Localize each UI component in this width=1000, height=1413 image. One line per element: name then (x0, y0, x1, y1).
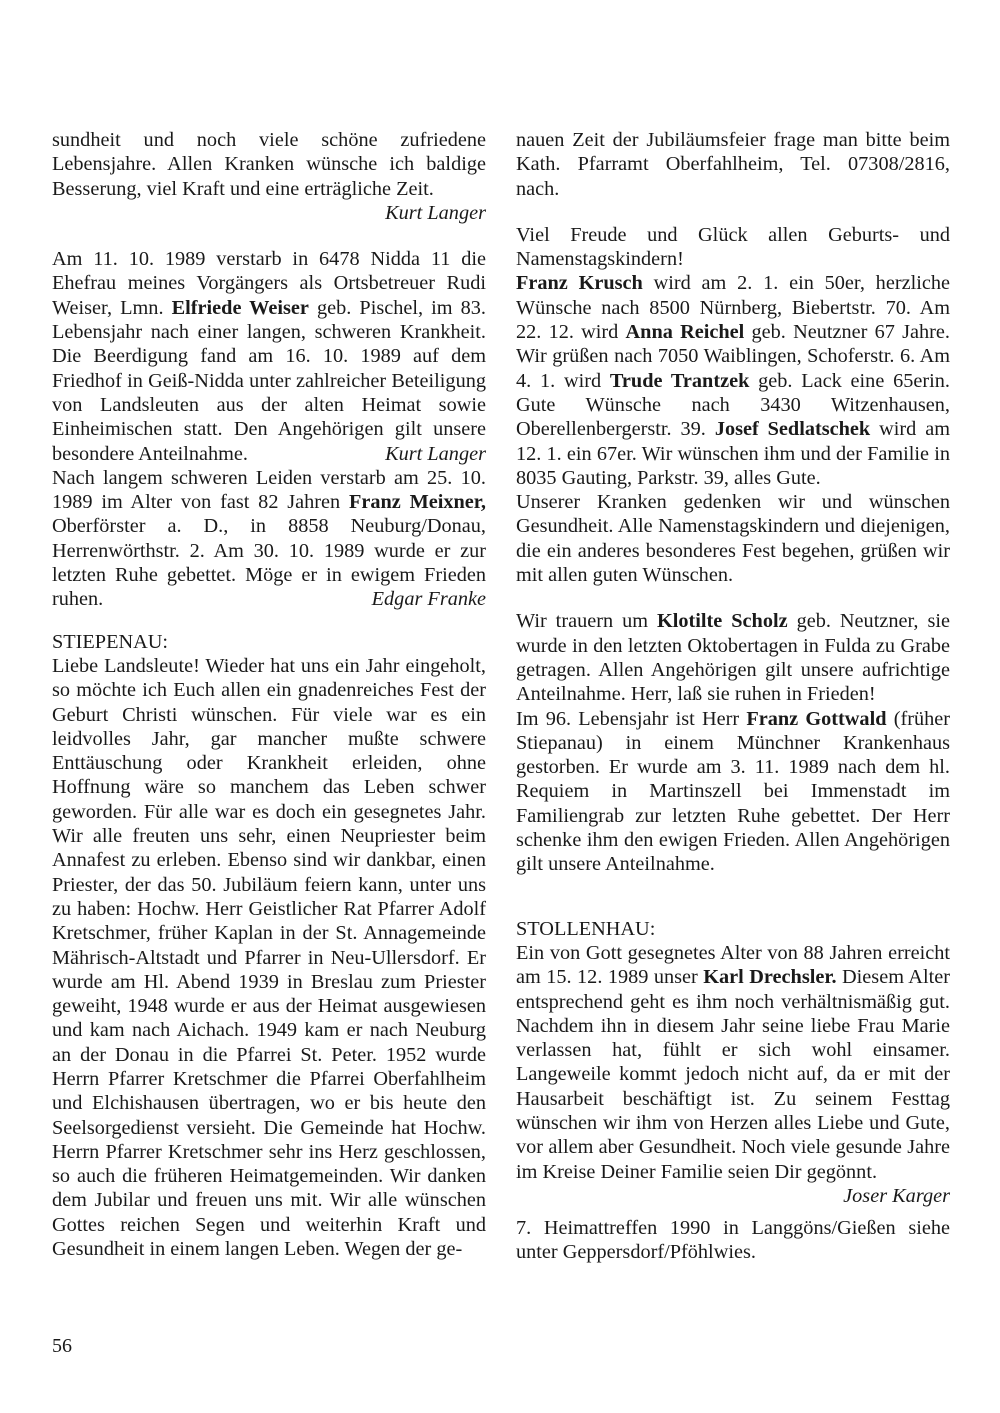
signature: Joser Karger (843, 1184, 950, 1207)
person-name: Klotilte Scholz (656, 610, 788, 633)
paragraph: 7. Heimattreffen 1990 in Langgöns/Gießen siehe unter Geppersdorf/Pföhlwies. (516, 1217, 950, 1264)
paragraph: Viel Freude und Glück allen Geburts- und Namenstagskindern! (516, 223, 950, 271)
birthday-paragraph: Franz Krusch wird am 2. 1. ein 50er, herzliche Wünsche nach 8500 Nürnberg, Biebertstr. 70. Am 22. 12. wird Anna Reichel geb. Neutzner 67 Jahre. Wir grüßen nach 7050 Waiblingen, Schoferstr. 6. Am 4. 1. wird Trude Trantzek geb. Lack eine 65erin. Gute Wünsche nach 3430 Witzenhausen, Oberellenbergerstr. 39. Josef Sedlatschek wird am 12. 1. ein 67er. Wir wünschen ihm und der Familie in 8035 Gauting, Parkstr. 39, alles Gute. (516, 272, 950, 489)
person-name: Josef Sedlatschek (714, 418, 871, 441)
person-name: Karl Drechsler. (703, 966, 837, 989)
obituary-paragraph: Wir trauern um Klotilte Scholz geb. Neutzner, sie wurde in den letzten Oktobertagen in Fulda zu Grabe getragen. Allen Angehörigen gilt unsere aufrichtige Anteilnahme. Herr, laß sie ruhen in Frieden! (516, 610, 950, 706)
person-name: Franz Gottwald (746, 707, 887, 730)
paragraph: Liebe Landsleute! Wieder hat uns ein Jahr eingeholt, so möchte ich Euch allen ein gnadenreiches Fest der Geburt Christi wünschen. Für viele war es ein leidvolles Jahr, gar mancher mußte schwere Enttäuschung oder Krankheit erleiden, ohne Hoffnung wäre so manchem das Leben schwer geworden. Für alle war es doch ein gesegnetes Jahr. Wir alle freuten uns sehr, einen Neupriester beim Annafest zu erleben. Ebenso sind wir dankbar, einen Priester, der das 50. Jubiläum feiern kann, unter uns zu haben: Hochw. Herr Geistlicher Rat Pfarrer Adolf Kretschmer, früher Kaplan in der St. Annagemeinde Mährisch-Altstadt und Pfarrer in Neu-Ullersdorf. Er wurde am Hl. Abend 1939 in Breslau zum Priester geweiht, 1948 wurde er aus der Heimat ausgewiesen und kam nach Aichach. 1949 kam er nach Neuburg an der Donau in die Pfarrei St. Peter. 1952 wurde Herrn Pfarrer Kretschmer die Pfarrei Oberfahlheim und Elchishausen übertragen, wo er bis heute den Seelsorgedienst versieht. Die Gemeinde hat Hochw. Herrn Pfarrer Kretschmer sehr ins Herz geschlossen, so auch die früheren Heimatgemeinden. Wir danken dem Jubilar und freuen uns mit. Wir alle wünschen Gottes reichen Segen und weiterhin Kraft und Gesundheit in einem langen Leben. Wegen der ge- (52, 654, 486, 1261)
signature: Edgar Franke (371, 588, 486, 611)
section-heading: STOLLENHAU: (516, 917, 656, 940)
paragraph: Ein von Gott gesegnetes Alter von 88 Jahren erreicht am 15. 12. 1989 unser Karl Drechsler. Diesem Alter entsprechend geht es ihm noch verhältnismäßig gut. Nachdem ihn in diesem Jahr seine liebe Frau Marie verlassen hat, fühlt er sich wohl einsamer. Langeweile kommt jedoch nicht auf, da er mit der Hausarbeit beschäftigt ist. Zu seinem Festtag wünschen wir ihm von Herzen alles Liebe und Gute, vor allem aber Gesundheit. Noch viele gesunde Jahre im Kreise Deiner Familie seien Dir gegönnt. (516, 941, 950, 1183)
paragraph: Unserer Kranken gedenken wir und wünschen Gesundheit. Alle Namenstagskindern und diejenigen, die ein anderes besonderes Fest begehen, grüßen wir mit allen guten Wünschen. (516, 491, 950, 587)
person-name: Franz Meixner, (348, 491, 486, 514)
paragraph: nauen Zeit der Jubiläumsfeier frage man bitte beim Kath. Pfarramt Oberfahlheim, Tel. 07308/2816, nach. (516, 129, 950, 200)
obituary-paragraph: Am 11. 10. 1989 verstarb in 6478 Nidda 11 die Ehefrau meines Vorgängers als Ortsbetreuer Rudi Weiser, Lmn. Elfriede Weiser geb. Pischel, im 83. Lebensjahr nach einer langen, schweren Krankheit. Die Beerdigung fand am 16. 10. 1989 auf dem Friedhof in Geiß-Nidda unter zahlreicher Beteiligung von Landsleuten aus der alten Heimat sowie Einheimischen statt. Den Angehörigen gilt unsere besondere Anteilnahme. Kurt Langer (52, 248, 486, 465)
paragraph: sundheit und noch viele schöne zufriedene Lebensjahre. Allen Kranken wünsche ich baldige Besserung, viel Kraft und eine erträgliche Zeit. (52, 129, 486, 200)
signature: Kurt Langer (385, 442, 486, 465)
person-name: Trude Trantzek (609, 369, 750, 392)
person-name: Elfriede Weiser (171, 296, 309, 319)
section-heading: STIEPENAU: (52, 630, 169, 653)
page-number: 56 (52, 1335, 72, 1357)
left-column (52, 128, 486, 1261)
signature: Kurt Langer (385, 201, 486, 224)
obituary-paragraph: Im 96. Lebensjahr ist Herr Franz Gottwald (früher Stiepanau) in einem Münchner Krankenhaus gestorben. Er wurde am 3. 11. 1989 nach dem hl. Requiem in Martinszell bei Immenstadt im Familiengrab zur letzten Ruhe gebettet. Der Herr schenke ihm den ewigen Frieden. Allen Angehörigen gilt unsere Anteilnahme. (516, 707, 951, 876)
obituary-paragraph: Nach langem schweren Leiden verstarb am 25. 10. 1989 im Alter von fast 82 Jahren Franz Meixner, Oberförster a. D., in 8858 Neuburg/Donau, Herrenwörthstr. 2. Am 30. 10. 1989 wurde er zur letzten Ruhe gebettet. Möge er in ewigem Frieden ruhen. Edgar Franke (52, 466, 486, 611)
person-name: Anna Reichel (625, 321, 745, 344)
right-column (516, 128, 950, 1265)
person-name: Franz Krusch (516, 272, 643, 295)
